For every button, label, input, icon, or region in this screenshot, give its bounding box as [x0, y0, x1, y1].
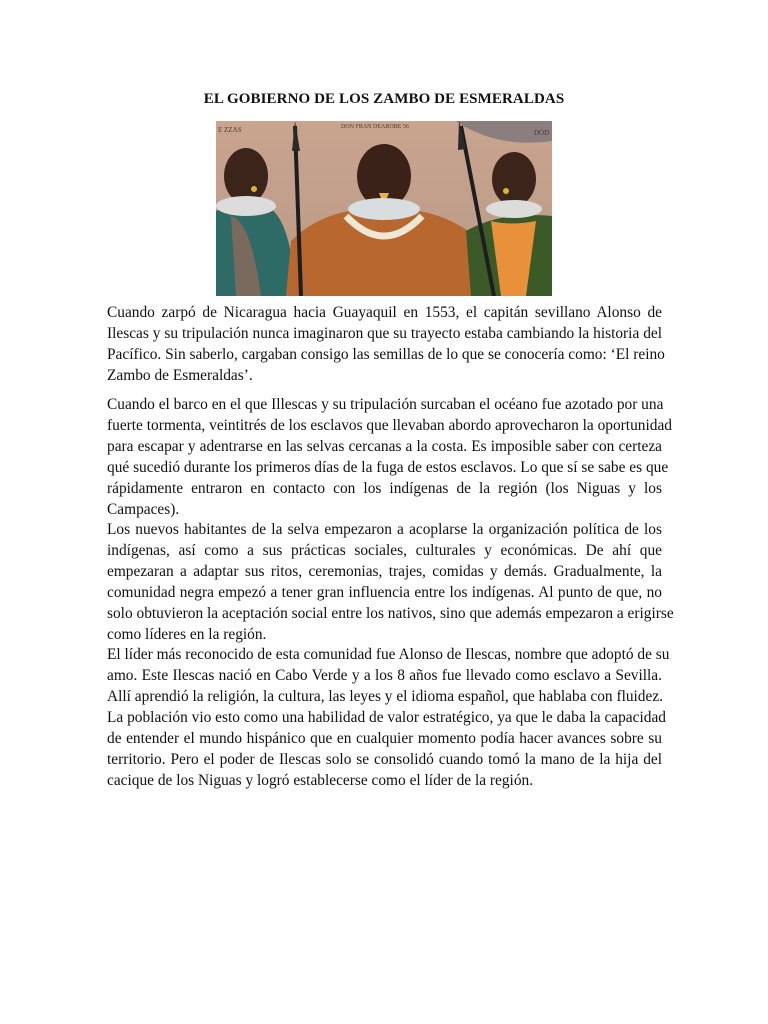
painting-inscription-right: DÓD	[534, 129, 550, 137]
paragraph-line: La población vio esto como una habilidad de valor estratégico, ya que le daba la capacidad	[107, 709, 666, 726]
paragraph-line: El líder más reconocido de esta comunidad fue Alonso de Ilescas, nombre que adoptó de su	[107, 646, 670, 663]
paragraph-line: Allí aprendió la religión, la cultura, las leyes y el idioma español, que hablaba con fluidez.	[107, 688, 664, 705]
document-title: EL GOBIERNO DE LOS ZAMBO DE ESMERALDAS	[203, 91, 565, 107]
paragraph-escape	[107, 394, 672, 520]
painting-image	[216, 121, 552, 296]
paragraph-line: qué sucedió durante los primeros días de la fuga de estos esclavos. Lo que sí se sabe es que	[107, 459, 669, 476]
paragraph-line: territorio. Pero el poder de Ilescas solo se consolidó cuando tomó la mano de la hija del	[107, 751, 662, 768]
paragraph-leader	[107, 644, 670, 791]
paragraph-line: Cuando zarpó de Nicaragua hacia Guayaquil en 1553, el capitán sevillano Alonso de	[107, 304, 662, 321]
paragraph-line: para escapar y adentrarse en las selvas cercanas a la costa. Es imposible saber con certeza	[107, 438, 662, 455]
paragraph-line: fuerte tormenta, veintitrés de los esclavos que llevaban abordo aprovecharon la oportunidad	[107, 417, 672, 434]
paragraph-line: de entender el mundo hispánico que en cualquier momento podía hacer avances sobre su	[107, 730, 662, 747]
painting-inscription-left: E ZZAS	[218, 126, 242, 134]
painting-inscription-center: DON FRAN DEAROBE 56	[341, 124, 409, 130]
paragraph-line: empezaran a adaptar sus ritos, ceremonias, trajes, comidas y demás. Gradualmente, la	[107, 563, 662, 580]
paragraph-line: cacique de los Niguas y logró establecerse como el líder de la región.	[107, 772, 534, 789]
paragraph-line: indígenas, así como a sus prácticas sociales, culturales y económicas. De ahí que	[107, 542, 662, 559]
paragraph-line: solo obtuvieron la aceptación social entre los nativos, sino que además empezaron a erigirse	[107, 605, 674, 622]
paragraph-line: Campaces).	[107, 501, 180, 518]
paragraph-line: Zambo de Esmeraldas’.	[107, 367, 253, 384]
paragraph-line: Los nuevos habitantes de la selva empezaron a acoplarse la organización política de los	[107, 521, 662, 538]
paragraph-line: como líderes en la región.	[107, 626, 267, 643]
paragraph-line: Cuando el barco en el que Illescas y su tripulación surcaban el océano fue azotado por una	[107, 396, 664, 413]
paragraph-integration	[107, 519, 674, 645]
paragraph-line: Pacífico. Sin saberlo, cargaban consigo las semillas de lo que se conocería como: ‘El reino	[107, 346, 665, 363]
paragraph-line: comunidad negra empezó a tener gran influencia entre los indígenas. Al punto de que, no	[107, 584, 662, 601]
paragraph-line: amo. Este Ilescas nació en Cabo Verde y a los 8 años fue llevado como esclavo a Sevilla.	[107, 667, 662, 684]
paragraph-line: Ilescas y su tripulación nunca imaginaron que su trayecto estaba cambiando la historia del	[107, 325, 662, 342]
paragraph-voyage	[107, 302, 665, 386]
paragraph-line: rápidamente entraron en contacto con los indígenas de la región (los Niguas y los	[107, 480, 662, 497]
